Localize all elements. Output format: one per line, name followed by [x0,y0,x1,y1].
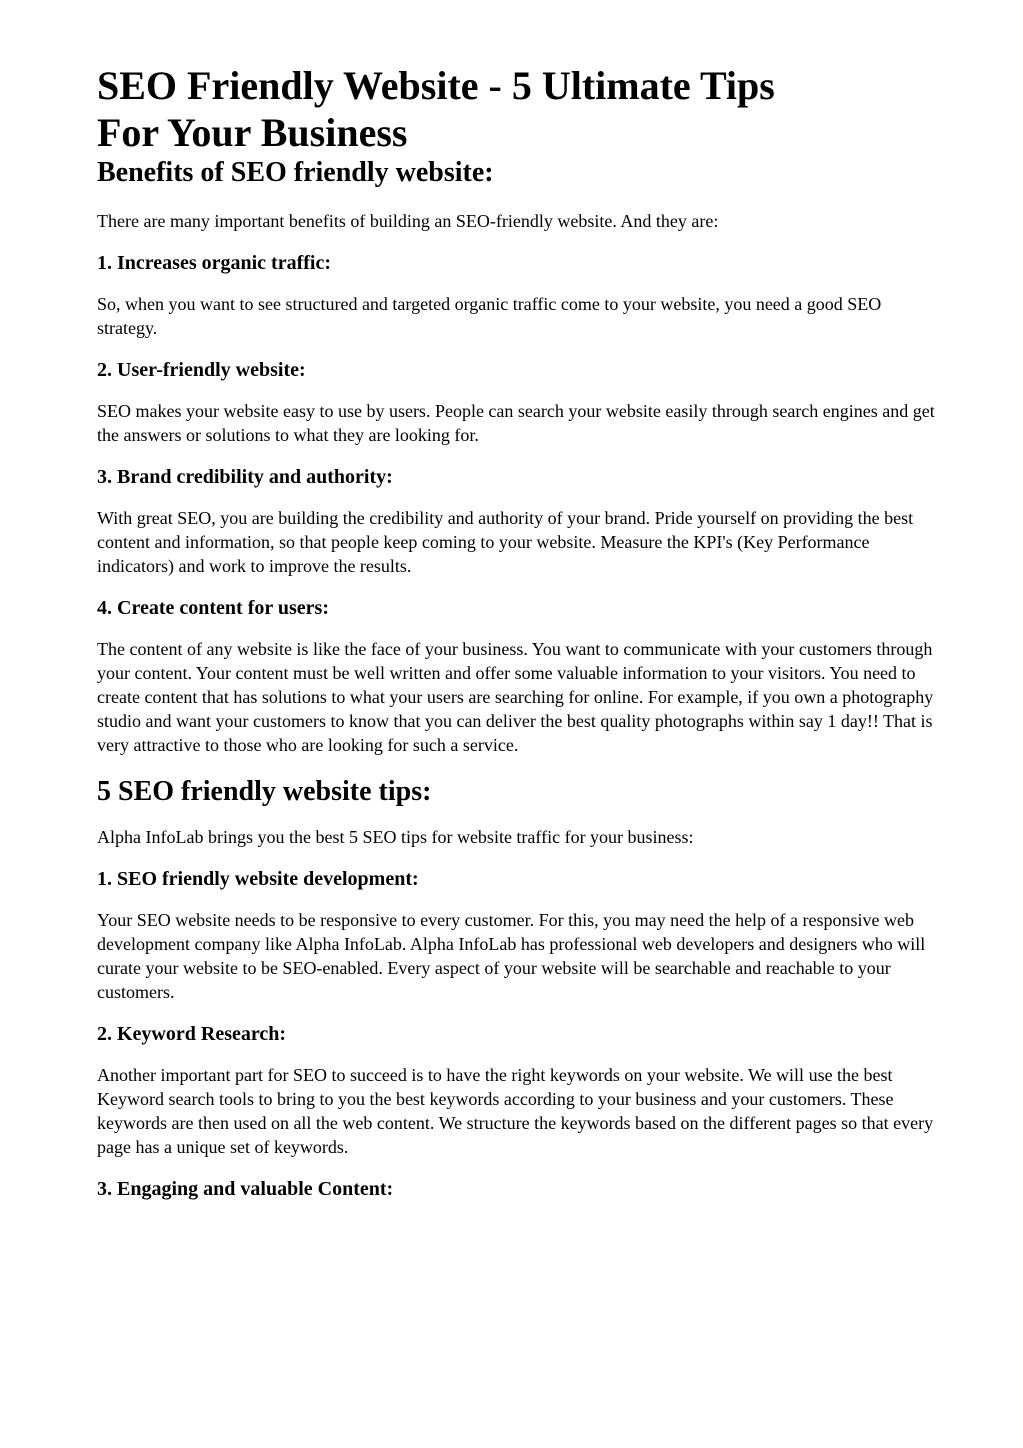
benefit-1-heading: 1. Increases organic traffic: [97,252,332,274]
tip-2-body: Another important part for SEO to succeed is to have the right keywords on your website. We will use the best Keyword search tools to bring to you the best keywords according to your business and your customers. These keywords are then used on all the web content. We structure the keywords based on the different pages so that every page has a unique set of keywords. [97,1065,934,1157]
tip-1-body: Your SEO website needs to be responsive to every customer. For this, you may need the help of a responsive web development company like Alpha InfoLab. Alpha InfoLab has professional web developers and designers who will curate your website to be SEO-enabled. Every aspect of your website will be searchable and reachable to your customers. [97,910,926,1002]
benefit-4-heading: 4. Create content for users: [97,597,329,619]
tips-heading: 5 SEO friendly website tips: [97,776,432,807]
document-page [97,62,937,1218]
benefit-4-body: The content of any website is like the face of your business. You want to communicate with your customers through your content. Your content must be well written and offer some valuable information to your visitors. You need to create content that has solutions to what your users are searching for online. For example, if you own a photography studio and want your customers to know that you can deliver the best quality photographs within say 1 day!! That is very attractive to those who are looking for such a service. [97,639,934,755]
title-line-1: SEO Friendly Website - 5 Ultimate Tips [97,63,775,108]
tip-1-heading: 1. SEO friendly website development: [97,868,419,890]
tip-3-heading: 3. Engaging and valuable Content: [97,1178,394,1200]
benefits-intro: There are many important benefits of building an SEO-friendly website. And they are: [97,211,719,231]
benefit-2-body: SEO makes your website easy to use by users. People can search your website easily through search engines and get the answers or solutions to what they are looking for. [97,401,935,445]
benefit-3-heading: 3. Brand credibility and authority: [97,466,393,488]
tips-intro: Alpha InfoLab brings you the best 5 SEO tips for website traffic for your business: [97,827,694,847]
benefit-3-body: With great SEO, you are building the credibility and authority of your brand. Pride yourself on providing the best content and information, so that people keep coming to your website. Measure the KPI's (Key Performance indicators) and work to improve the results. [97,508,914,576]
benefits-heading: Benefits of SEO friendly website: [97,157,494,188]
title-line-2: For Your Business [97,110,408,155]
benefit-2-heading: 2. User-friendly website: [97,359,306,381]
tip-2-heading: 2. Keyword Research: [97,1023,287,1045]
document-title [97,62,937,156]
benefit-1-body: So, when you want to see structured and targeted organic traffic come to your website, you need a good SEO strategy. [97,294,882,338]
